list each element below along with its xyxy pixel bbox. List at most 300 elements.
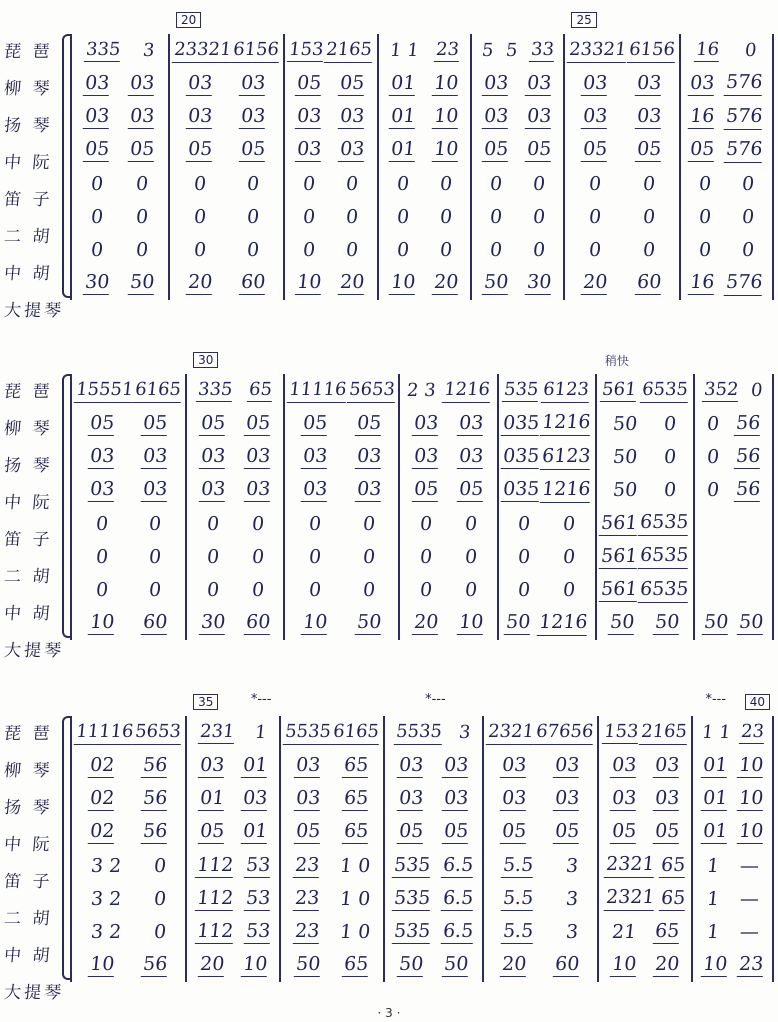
note-group: 0 [94, 512, 109, 535]
note-group: 0 [663, 479, 678, 502]
note-group: 10 [88, 953, 116, 976]
note-cell-zhongruan [565, 134, 678, 167]
note-group: 50 [702, 611, 730, 634]
note-group: 60 [142, 611, 169, 634]
note-cell-cello [72, 267, 168, 300]
note-cell-liuqin [599, 749, 691, 782]
note-cell-dizi [484, 849, 597, 882]
note-cell-cello [599, 949, 691, 982]
staff-grid-1 [70, 13, 774, 300]
note-group: 03 [339, 138, 366, 161]
measure [70, 374, 185, 640]
note-group: 0 [588, 172, 603, 195]
note-cell-pipa [379, 34, 470, 67]
note-group: 05 [295, 820, 322, 843]
note-group: 0 [463, 512, 479, 535]
note-group: 23321 [567, 39, 629, 63]
note-cell-pipa [597, 374, 693, 407]
note-cell-pipa [400, 374, 496, 407]
note-group: 11116 [287, 379, 349, 403]
note-group: 035 [501, 478, 541, 501]
note-cell-cello [565, 267, 678, 300]
note-group: 6165 [331, 721, 381, 745]
note-cell-zhongruan [695, 474, 772, 507]
note-group: 10 [296, 271, 323, 294]
note-group: 20 [582, 271, 609, 294]
note-group: 65 [659, 853, 687, 876]
note-group: 50 [612, 412, 639, 435]
note-group: 0 [192, 205, 207, 228]
note-group: 0 [418, 512, 434, 535]
note-group: 3 [458, 722, 472, 744]
note-group: 5 [505, 40, 519, 62]
note-cell-dizi [693, 849, 772, 882]
note-group: 50 [612, 446, 639, 469]
note-group: 0 [697, 239, 713, 262]
note-group: 6535 [638, 511, 691, 536]
note-group: 10 [241, 953, 269, 976]
note-cell-dizi [72, 507, 185, 540]
note-group: 0 [531, 239, 547, 262]
note-cell-pipa [693, 716, 772, 749]
note-group: 03 [610, 787, 638, 810]
note-group: 2321 [603, 886, 656, 911]
note-group: 0 [489, 172, 504, 195]
note-group: 05 [198, 820, 226, 843]
note-group: 03 [198, 753, 226, 776]
note-group: 56 [142, 753, 169, 776]
note-group: 0 [395, 239, 411, 262]
note-cell-zhonghu [597, 574, 693, 607]
note-cell-cello [681, 267, 772, 300]
note-group: 6535 [638, 544, 691, 569]
note-group: 2165 [324, 39, 374, 63]
note-group: 03 [653, 753, 681, 776]
note-group: 03 [129, 71, 156, 94]
note-cell-pipa [385, 716, 482, 749]
note-group: 60 [554, 953, 581, 976]
note-cell-yangqin [281, 783, 383, 816]
note-cell-zhongruan [385, 816, 482, 849]
note-group: 6.5 [441, 853, 475, 876]
measure [398, 374, 496, 640]
note-cell-cello [695, 607, 772, 640]
note-cell-pipa [565, 34, 678, 67]
note-cell-zhonghu [472, 234, 563, 267]
instrument-label-zhonghu: 中 胡 [3, 264, 54, 284]
instrument-label-dizi: 笛 子 [3, 530, 54, 550]
note-cell-liuqin [170, 67, 283, 100]
measure [279, 716, 383, 982]
note-cell-dizi [379, 167, 470, 200]
note-cell-erhu [281, 882, 383, 915]
measure [168, 13, 283, 300]
note-group: 561 [600, 544, 639, 567]
note-group: 05 [582, 138, 609, 161]
note-group: 0 [697, 205, 713, 228]
note-group: 03 [199, 478, 226, 501]
measure-number: 40 [745, 694, 770, 710]
note-cell-erhu [565, 200, 678, 233]
note-cell-dizi [72, 849, 185, 882]
note-group: 53 [244, 886, 272, 909]
measure [482, 716, 597, 982]
measure-number: 25 [571, 12, 596, 28]
note-group: 10 [610, 953, 638, 976]
note-group: 1216 [537, 611, 590, 636]
note-group: 0 [302, 172, 317, 195]
note-group: 0 [90, 172, 105, 195]
note-cell-yangqin [72, 441, 185, 474]
note-group: 05 [142, 411, 169, 434]
note-group: 0 [562, 512, 577, 535]
note-group: 05 [688, 138, 716, 161]
note-group: 03 [295, 787, 322, 810]
note-cell-liuqin [281, 749, 383, 782]
note-group: 05 [129, 138, 156, 161]
note-cell-erhu [187, 882, 279, 915]
note-group: 0 [663, 446, 678, 469]
note-group: 561 [600, 578, 639, 601]
staff-grid-3 [70, 692, 774, 982]
note-group: 50 [483, 271, 510, 294]
note-group: 035 [501, 411, 541, 434]
note-cell-cello [170, 267, 283, 300]
note-group: 20 [500, 953, 528, 976]
note-group: 03 [88, 445, 116, 468]
note-group: 03 [635, 71, 663, 94]
note-cell-pipa [187, 374, 283, 407]
note-group: 0 [361, 512, 376, 535]
note-group: 56 [735, 445, 762, 468]
note-cell-pipa [499, 374, 595, 407]
instrument-label-zhongruan: 中 阮 [3, 835, 54, 855]
note-cell-erhu [72, 200, 168, 233]
note-cell-erhu [472, 200, 563, 233]
note-cell-zhongruan [484, 816, 597, 849]
note-group: 60 [635, 271, 663, 294]
note-cell-cello [281, 949, 383, 982]
note-cell-pipa [187, 716, 279, 749]
note-group: 03 [412, 445, 440, 468]
note-group: 05 [240, 138, 267, 161]
note-group: 05 [443, 820, 470, 843]
note-group: 21 [610, 921, 637, 944]
measure [497, 374, 595, 640]
note-group: 53 [244, 853, 272, 876]
note-group: 03 [525, 71, 553, 94]
note-group: 05 [339, 71, 366, 94]
note-group: 01 [389, 105, 417, 128]
note-group: 535 [393, 886, 432, 909]
note-group: — [738, 854, 760, 877]
note-group: 10 [737, 753, 765, 776]
note-group: 03 [443, 753, 470, 776]
note-group: 50 [129, 271, 156, 294]
note-group: 6.5 [441, 886, 475, 909]
note-cell-zhonghu [72, 916, 185, 949]
note-group: 561 [601, 379, 638, 401]
measure [691, 692, 774, 982]
note-group: 60 [240, 271, 267, 294]
note-group: 65 [343, 787, 370, 810]
note-cell-zhongruan [681, 134, 772, 167]
note-group: 50 [295, 953, 322, 976]
note-group: 1216 [540, 411, 593, 436]
note-group: 20 [198, 953, 226, 976]
note-cell-cello [484, 949, 597, 982]
note-group: 10 [432, 71, 459, 94]
instrument-label-pipa: 琵 琶 [3, 42, 54, 62]
note-group: 05 [397, 820, 425, 843]
note-cell-cello [597, 607, 693, 640]
note-group: 16 [688, 271, 716, 294]
note-cell-pipa [472, 34, 563, 67]
note-cell-erhu [72, 882, 185, 915]
note-cell-liuqin [681, 67, 772, 100]
note-cell-pipa [599, 716, 691, 749]
note-group: 23 [737, 953, 765, 976]
note-cell-yangqin [400, 441, 496, 474]
note-cell-yangqin [565, 101, 678, 134]
note-group: 50 [654, 611, 681, 634]
note-cell-liuqin [72, 67, 168, 100]
note-cell-cello [385, 949, 482, 982]
note-cell-erhu [385, 882, 482, 915]
note-group: — [738, 887, 760, 910]
note-group: 20 [339, 271, 366, 294]
note-group: 53 [244, 920, 272, 943]
note-cell-erhu [597, 540, 693, 573]
note-cell-dizi [565, 167, 678, 200]
note-group: 05 [500, 820, 528, 843]
note-group: 0 [361, 579, 376, 602]
note-group: 5535 [394, 721, 444, 745]
note-group: 03 [397, 787, 425, 810]
note-group: 05 [457, 478, 485, 501]
note-cell-cello [285, 267, 376, 300]
note-cell-zhonghu [400, 574, 496, 607]
note-group: 30 [525, 271, 553, 294]
note-cell-dizi [72, 167, 168, 200]
note-group: 05 [84, 138, 111, 161]
note-group: 65 [343, 820, 370, 843]
note-group: 65 [659, 886, 687, 909]
instrument-label-yangqin: 扬 琴 [3, 798, 54, 818]
instrument-names-2 [4, 374, 64, 670]
note-group: 03 [142, 478, 169, 501]
note-group: 0 [250, 579, 265, 602]
note-group: 0 [438, 239, 453, 262]
note-group: 30 [199, 611, 226, 634]
note-cell-zhongruan [187, 474, 283, 507]
note-cell-pipa [285, 34, 376, 67]
note-group: 0 [250, 512, 265, 535]
note-group: 11116 [74, 721, 136, 745]
note-group: 0 [90, 205, 105, 228]
note-cell-dizi [187, 849, 279, 882]
note-group: 0 [152, 921, 168, 944]
note-cell-erhu [599, 882, 691, 915]
note-group: 535 [393, 853, 432, 876]
note-group: 01 [701, 753, 728, 776]
note-group: 0 [516, 512, 532, 535]
note-group: 03 [582, 71, 609, 94]
note-cell-zhonghu [695, 574, 772, 607]
note-group: 03 [339, 105, 366, 128]
note-group: 5653 [346, 379, 396, 403]
note-group: 05 [412, 478, 440, 501]
note-group: 02 [88, 753, 116, 776]
note-group: 03 [457, 445, 485, 468]
note-group: 23 [739, 721, 765, 743]
note-cell-dizi [281, 849, 383, 882]
trill-marking: *--- [425, 692, 446, 707]
measure [597, 716, 691, 982]
note-group: 01 [701, 787, 728, 810]
note-cell-liuqin [565, 67, 678, 100]
instrument-label-cello: 大提琴 [3, 983, 65, 1003]
note-group: 01 [198, 787, 226, 810]
note-group: 16 [695, 39, 721, 61]
note-cell-dizi [385, 849, 482, 882]
note-group: 0 [90, 239, 105, 262]
instrument-label-liuqin: 柳 琴 [3, 419, 54, 439]
note-cell-erhu [681, 200, 772, 233]
note-group: 576 [724, 138, 765, 163]
note-cell-liuqin [285, 67, 376, 100]
note-cell-zhonghu [72, 234, 168, 267]
note-group: 03 [554, 753, 581, 776]
note-group: 0 [246, 205, 261, 228]
note-group: 65 [653, 920, 681, 943]
note-group: 0 [94, 545, 109, 568]
note-group: 05 [88, 411, 116, 434]
note-group: 0 [395, 205, 411, 228]
note-cell-yangqin [379, 101, 470, 134]
note-group: 01 [701, 820, 728, 843]
note-group: 65 [343, 753, 370, 776]
note-group: 65 [343, 953, 370, 976]
note-cell-cello [187, 607, 283, 640]
instrument-label-zhonghu: 中 胡 [3, 946, 54, 966]
instrument-label-yangqin: 扬 琴 [3, 456, 54, 476]
note-cell-zhonghu [379, 234, 470, 267]
note-cell-dizi [681, 167, 772, 200]
note-cell-yangqin [599, 783, 691, 816]
note-group: 10 [88, 611, 116, 634]
note-cell-yangqin [693, 783, 772, 816]
note-group: 0 [641, 172, 656, 195]
note-group: 3 2 [90, 921, 123, 944]
note-group: 335 [197, 379, 234, 401]
measure [185, 692, 279, 982]
note-group: 231 [199, 721, 236, 743]
note-group: 10 [389, 271, 417, 294]
instrument-label-pipa: 琵 琶 [3, 724, 54, 744]
note-group: 67656 [534, 721, 596, 745]
note-cell-dizi [285, 507, 398, 540]
note-group: 6123 [540, 445, 593, 470]
note-cell-zhongruan [72, 474, 185, 507]
note-group: 0 [135, 172, 150, 195]
instrument-label-cello: 大提琴 [3, 641, 65, 661]
note-group: 6.5 [441, 920, 475, 943]
note-cell-dizi [599, 849, 691, 882]
note-group: 3 2 [90, 887, 123, 910]
note-cell-liuqin [484, 749, 597, 782]
note-group: 05 [483, 138, 510, 161]
note-cell-liuqin [187, 749, 279, 782]
note-group: 1 [253, 722, 268, 744]
note-group: 112 [195, 853, 235, 876]
note-group: 576 [724, 105, 765, 130]
note-group: 05 [554, 820, 581, 843]
note-group: 0 [743, 40, 758, 62]
note-group: 6156 [626, 39, 676, 63]
measure [693, 374, 774, 640]
note-group: 0 [705, 412, 720, 435]
note-group: 03 [653, 787, 681, 810]
note-cell-yangqin [695, 441, 772, 474]
note-cell-cello [379, 267, 470, 300]
note-group: 20 [653, 953, 681, 976]
note-group: 0 [489, 205, 504, 228]
note-group: 03 [129, 105, 156, 128]
note-cell-pipa [484, 716, 597, 749]
note-cell-pipa [72, 374, 185, 407]
note-group: 0 [740, 239, 755, 262]
note-cell-zhongruan [285, 474, 398, 507]
note-group: 05 [199, 411, 226, 434]
note-cell-erhu [400, 540, 496, 573]
note-group: 02 [88, 787, 116, 810]
note-group: 05 [610, 820, 638, 843]
measure-number: 35 [193, 694, 218, 710]
note-cell-yangqin [499, 441, 595, 474]
note-group: 1 [705, 887, 721, 910]
note-group: 56 [142, 787, 169, 810]
note-group: 03 [554, 787, 581, 810]
note-group: 6535 [639, 379, 689, 403]
note-group: 1 [705, 921, 721, 944]
measure [679, 34, 774, 300]
note-group: 0 [192, 239, 207, 262]
note-cell-zhongruan [379, 134, 470, 167]
note-cell-liuqin [379, 67, 470, 100]
measure [563, 13, 678, 300]
note-cell-liuqin [72, 407, 185, 440]
note-group: 01 [389, 71, 417, 94]
system-2 [0, 348, 778, 668]
note-cell-liuqin [72, 749, 185, 782]
note-cell-erhu [484, 882, 597, 915]
note-group: 0 [418, 579, 434, 602]
note-group: 01 [241, 820, 269, 843]
note-group: 05 [355, 411, 382, 434]
note-group: 03 [483, 105, 510, 128]
note-group: 1 0 [338, 887, 371, 910]
note-group: 0 [307, 545, 323, 568]
note-group: 03 [241, 787, 269, 810]
note-cell-zhonghu [681, 234, 772, 267]
note-cell-zhonghu [170, 234, 283, 267]
note-group: 0 [663, 412, 678, 435]
note-group: 0 [740, 172, 755, 195]
note-cell-liuqin [597, 407, 693, 440]
note-cell-zhonghu [285, 234, 376, 267]
note-group: 0 [152, 887, 168, 910]
